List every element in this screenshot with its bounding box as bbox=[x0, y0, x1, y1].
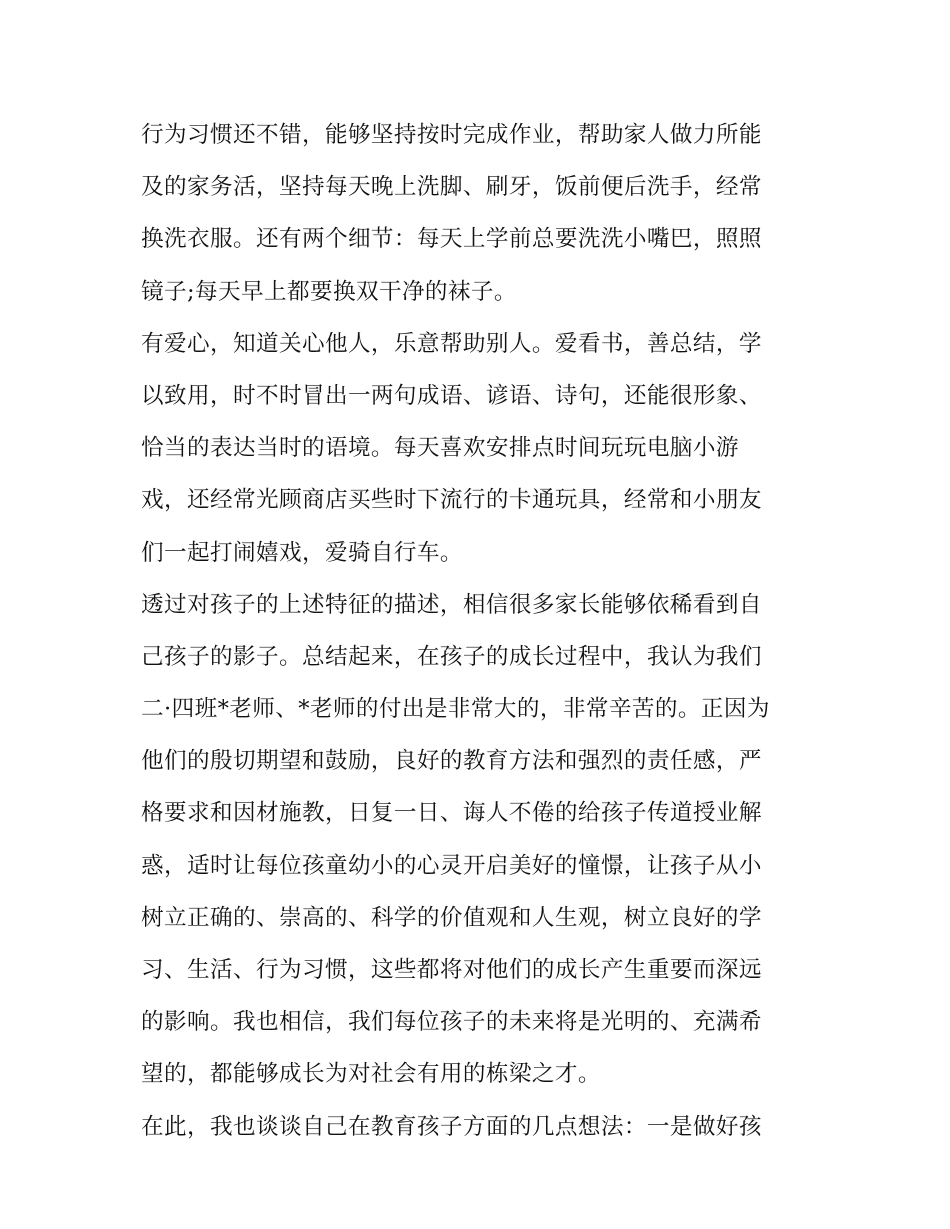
text-line: 惑，适时让每位孩童幼小的心灵开启美好的憧憬，让孩子从小 bbox=[141, 852, 762, 879]
paragraph-teachers bbox=[141, 579, 821, 1101]
text-line: 树立正确的、崇高的、科学的价值观和人生观，树立良好的学 bbox=[141, 904, 762, 931]
text-line: 二·四班*老师、*老师的付出是非常大的，非常辛苦的。正因为 bbox=[141, 696, 770, 723]
paragraph-habits bbox=[141, 109, 821, 318]
text-line: 恰当的表达当时的语境。每天喜欢安排点时间玩玩电脑小游 bbox=[141, 435, 739, 462]
text-line: 透过对孩子的上述特征的描述，相信很多家长能够依稀看到自 bbox=[141, 591, 762, 618]
text-line: 镜子;每天早上都要换双干净的袜子。 bbox=[141, 278, 517, 305]
paragraph-thoughts bbox=[141, 1101, 821, 1153]
text-line: 行为习惯还不错，能够坚持按时完成作业，帮助家人做力所能 bbox=[141, 122, 762, 148]
paragraph-character bbox=[141, 318, 821, 579]
text-line: 望的，都能够成长为对社会有用的栋梁之才。 bbox=[141, 1061, 601, 1088]
text-line: 己孩子的影子。总结起来，在孩子的成长过程中，我认为我们 bbox=[141, 643, 762, 670]
text-line: 及的家务活，坚持每天晚上洗脚、刷牙，饭前便后洗手，经常 bbox=[141, 174, 762, 201]
text-line: 们一起打闹嬉戏，爱骑自行车。 bbox=[141, 539, 463, 566]
text-line: 格要求和因材施教，日复一日、诲人不倦的给孩子传道授业解 bbox=[141, 800, 762, 827]
text-line: 在此，我也谈谈自己在教育孩子方面的几点想法：一是做好孩 bbox=[141, 1113, 762, 1140]
text-line: 的影响。我也相信，我们每位孩子的未来将是光明的、充满希 bbox=[141, 1009, 762, 1036]
text-line: 戏，还经常光顾商店买些时下流行的卡通玩具，经常和小朋友 bbox=[141, 487, 762, 514]
text-line: 以致用，时不时冒出一两句成语、谚语、诗句，还能很形象、 bbox=[141, 382, 762, 409]
body-text bbox=[141, 109, 821, 1153]
text-line: 他们的殷切期望和鼓励，良好的教育方法和强烈的责任感，严 bbox=[141, 748, 762, 775]
text-line: 有爱心，知道关心他人，乐意帮助别人。爱看书，善总结，学 bbox=[141, 330, 762, 357]
text-line: 换洗衣服。还有两个细节：每天上学前总要洗洗小嘴巴，照照 bbox=[141, 226, 762, 253]
text-line: 习、生活、行为习惯，这些都将对他们的成长产生重要而深远 bbox=[141, 957, 762, 983]
